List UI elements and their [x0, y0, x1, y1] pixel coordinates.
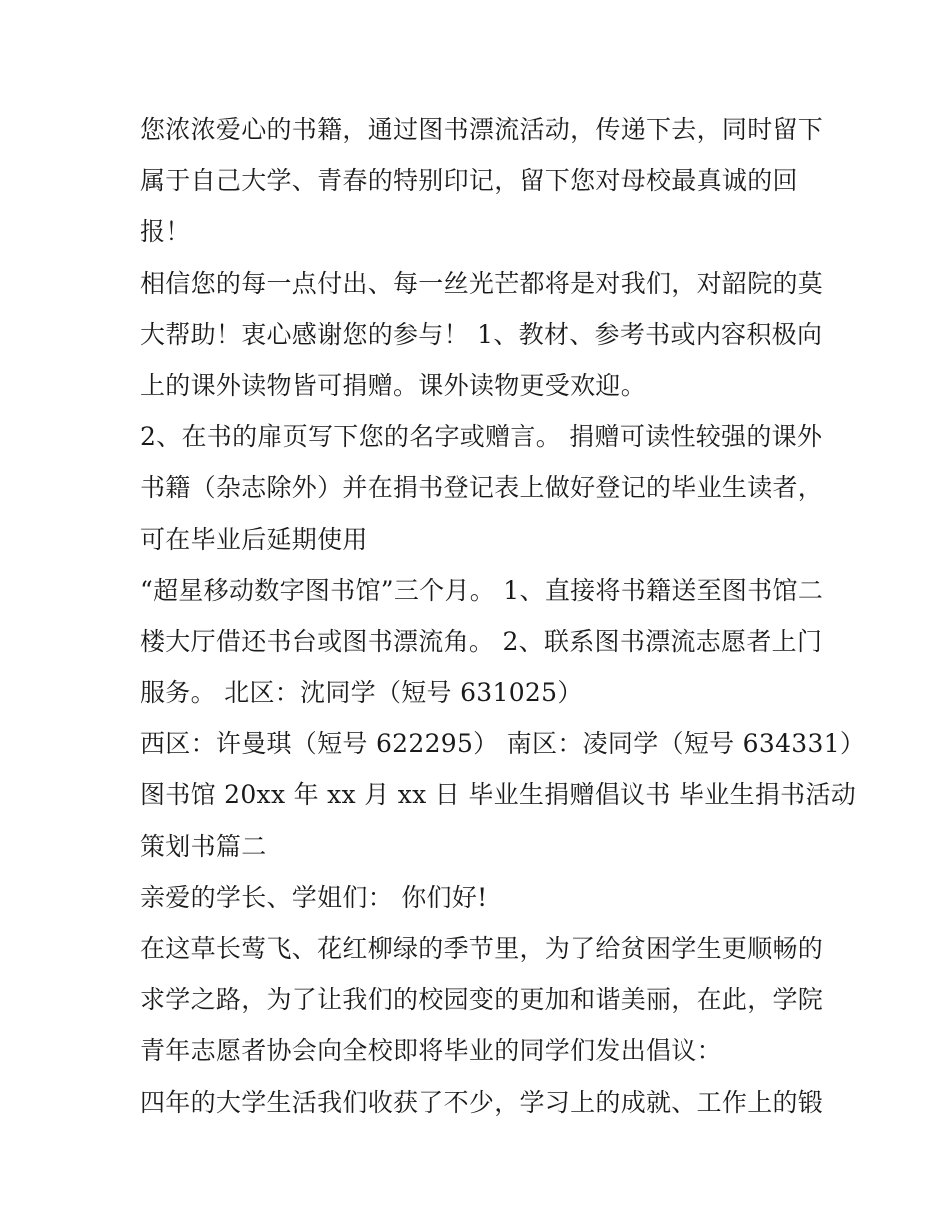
- text-line: 服务。 北区：沈同学（短号 631025）: [140, 678, 583, 708]
- text-line: 西区：许曼琪（短号 622295） 南区：凌同学（短号 634331）: [140, 729, 866, 759]
- text-line: 大帮助！衷心感谢您的参与！ 1、教材、参考书或内容积极向: [140, 319, 823, 349]
- text-line: 报！: [140, 217, 191, 247]
- text-line: 求学之路，为了让我们的校园变的更加和谐美丽，在此，学院: [140, 985, 824, 1015]
- text-line: 书籍（杂志除外）并在捐书登记表上做好登记的毕业生读者，: [140, 473, 824, 503]
- text-line: 属于自己大学、青春的特别印记，留下您对母校最真诚的回: [140, 166, 798, 196]
- text-line: 2、在书的扉页写下您的名字或赠言。 捐赠可读性较强的课外: [140, 422, 823, 452]
- text-line: “超星移动数字图书馆”三个月。 1、直接将书籍送至图书馆二: [140, 575, 824, 605]
- text-line: 青年志愿者协会向全校即将毕业的同学们发出倡议：: [140, 1036, 722, 1066]
- document-body: [140, 104, 866, 1128]
- text-line: 可在毕业后延期使用: [140, 524, 368, 554]
- text-line: 您浓浓爱心的书籍，通过图书漂流活动，传递下去，同时留下: [140, 115, 824, 144]
- text-line: 图书馆 20xx 年 xx 月 xx 日 毕业生捐赠倡议书 毕业生捐书活动: [140, 780, 857, 810]
- text-line: 上的课外读物皆可捐赠。课外读物更受欢迎。: [140, 370, 647, 400]
- text-line: 在这草长莺飞、花红柳绿的季节里，为了给贫困学生更顺畅的: [140, 934, 824, 963]
- text-line: 四年的大学生活我们收获了不少，学习上的成就、工作上的锻: [140, 1087, 824, 1117]
- text-line: 楼大厅借还书台或图书漂流角。 2、联系图书漂流志愿者上门: [140, 626, 823, 656]
- text-line: 亲爱的学长、学姐们： 你们好!: [140, 882, 488, 912]
- text-line: 策划书篇二: [140, 831, 267, 861]
- text-line: 相信您的每一点付出、每一丝光芒都将是对我们，对韶院的莫: [140, 268, 824, 298]
